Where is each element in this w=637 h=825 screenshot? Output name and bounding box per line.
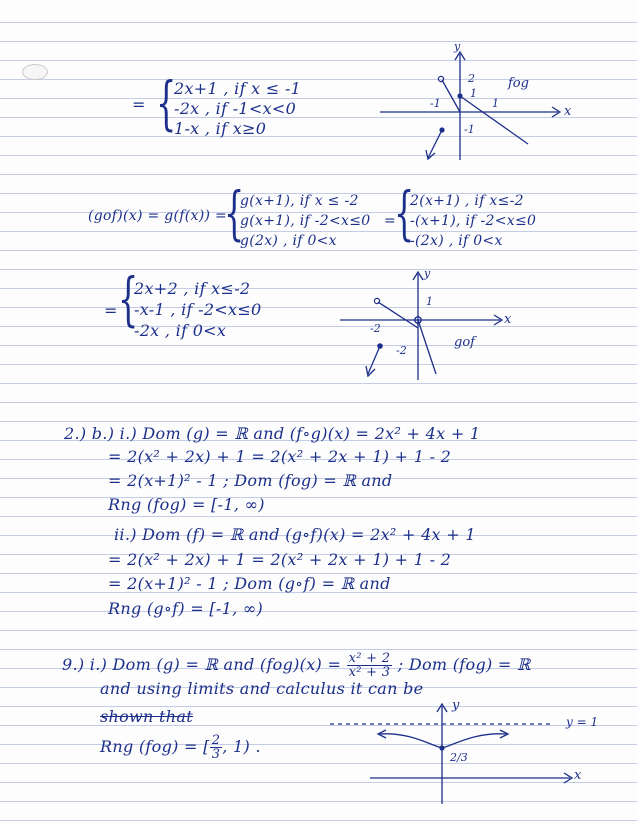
gof-x-axis-label: x — [504, 312, 512, 327]
gof-graph — [340, 268, 520, 384]
binder-hole — [22, 64, 48, 80]
gof-closed-point — [377, 343, 383, 349]
gof-def-r-case-3: -(2x) , if 0<x — [410, 233, 503, 249]
part9-x-axis-label: x — [574, 768, 582, 783]
fog-case-1: 2x+1 , if x ≤ -1 — [174, 79, 302, 98]
part9-suffix: ; Dom (fog) = ℝ — [397, 655, 531, 674]
fog-brace: { — [156, 69, 177, 137]
part9-range-fraction — [210, 734, 223, 761]
fog-graph-label: fog — [508, 76, 529, 91]
fog-graph — [380, 40, 580, 170]
gof-tick-neg2-x: -2 — [370, 322, 381, 335]
fog-closed-point — [439, 127, 444, 132]
gof-y-axis-label: y — [424, 267, 431, 280]
fog-segment-mid — [442, 80, 460, 112]
fog-open-point — [438, 76, 443, 81]
fog-x-axis-label: x — [564, 104, 572, 119]
gof-lhs: (gof)(x) = g(f(x)) = — [88, 208, 228, 224]
gof-case-3: -2x , if 0<x — [134, 321, 227, 340]
asymptote-label: y = 1 — [566, 715, 599, 729]
gof-def-r-case-2: -(x+1), if -2<x≤0 — [410, 213, 537, 229]
fog-tick-1: 1 — [470, 87, 477, 100]
part2b-line-1: 2.) b.) i.) Dom (g) = ℝ and (f∘g)(x) = 2x² + 4x + 1 — [64, 424, 481, 443]
gof-case-2: -x-1 , if -2<x≤0 — [134, 300, 262, 319]
part2b-line-3: = 2(x+1)² - 1 ; Dom (fog) = ℝ and — [108, 471, 393, 490]
fog-closed-point-2 — [457, 93, 462, 98]
part9-line-1 — [62, 652, 531, 679]
fog-equals-sign: = — [132, 95, 146, 114]
part9-line-2: and using limits and calculus it can be — [100, 679, 424, 698]
gof-tick-1: 1 — [426, 295, 433, 308]
part9-minimum-point — [439, 745, 444, 750]
part9-fraction-numerator: x² + 2 — [348, 651, 391, 666]
gof-def-r-case-1: 2(x+1) , if x≤-2 — [410, 193, 524, 209]
gof-equals-sign: = — [104, 301, 118, 320]
part2b-line-2: = 2(x² + 2x) + 1 = 2(x² + 2x + 1) + 1 - 2 — [108, 447, 452, 466]
fog-y-axis-label: y — [454, 40, 461, 53]
part9-range-numerator: 2 — [211, 733, 221, 748]
part9-prefix: 9.) i.) Dom (g) = ℝ and (fog)(x) = — [62, 655, 342, 674]
part9-range-denominator: 3 — [211, 747, 221, 762]
gof-def-equals: = — [384, 213, 397, 229]
gof-brace-3: { — [118, 265, 139, 333]
fog-left-arrow — [426, 150, 435, 159]
fog-tick-2: 2 — [468, 72, 475, 85]
gof-tick-neg2-y: -2 — [396, 344, 407, 357]
gof-segment-mid — [378, 302, 418, 328]
part9-line-3: shown that — [100, 707, 193, 726]
part9-y-axis-label: y — [452, 698, 460, 713]
part2b-line-4: Rng (fog) = [-1, ∞) — [108, 495, 265, 514]
gof-def-case-2: g(x+1), if -2<x≤0 — [240, 213, 371, 229]
part2b-line-7: = 2(x+1)² - 1 ; Dom (g∘f) = ℝ and — [108, 574, 391, 593]
part9-range-prefix: Rng (fog) = [ — [100, 737, 210, 756]
part2b-line-6: = 2(x² + 2x) + 1 = 2(x² + 2x + 1) + 1 - 2 — [108, 550, 452, 569]
gof-brace-2: { — [394, 179, 415, 247]
fog-tick-neg1-x: -1 — [430, 97, 441, 110]
part9-line-4 — [100, 734, 261, 761]
gof-def-case-1: g(x+1), if x ≤ -2 — [240, 193, 359, 209]
part2b-line-5: ii.) Dom (f) = ℝ and (g∘f)(x) = 2x² + 4x + 1 — [114, 525, 476, 544]
part9-fraction — [347, 652, 393, 679]
part9-range-suffix: , 1) . — [222, 737, 261, 756]
gof-open-point — [374, 298, 379, 303]
gof-graph-label: gof — [454, 335, 475, 350]
fog-case-2: -2x , if -1<x<0 — [174, 99, 297, 118]
gof-brace-1: { — [224, 179, 245, 247]
gof-def-case-3: g(2x) , if 0<x — [240, 233, 337, 249]
part2b-line-8: Rng (g∘f) = [-1, ∞) — [108, 599, 264, 618]
fog-tick-neg1-y: -1 — [464, 123, 475, 136]
fog-tick-1-x: 1 — [492, 97, 499, 110]
part9-min-label: 2/3 — [450, 751, 468, 764]
gof-case-1: 2x+2 , if x≤-2 — [134, 279, 251, 298]
part9-fraction-denominator: x² + 3 — [348, 665, 391, 680]
fog-case-3: 1-x , if x≥0 — [174, 119, 267, 138]
gof-segment-right — [418, 320, 436, 374]
